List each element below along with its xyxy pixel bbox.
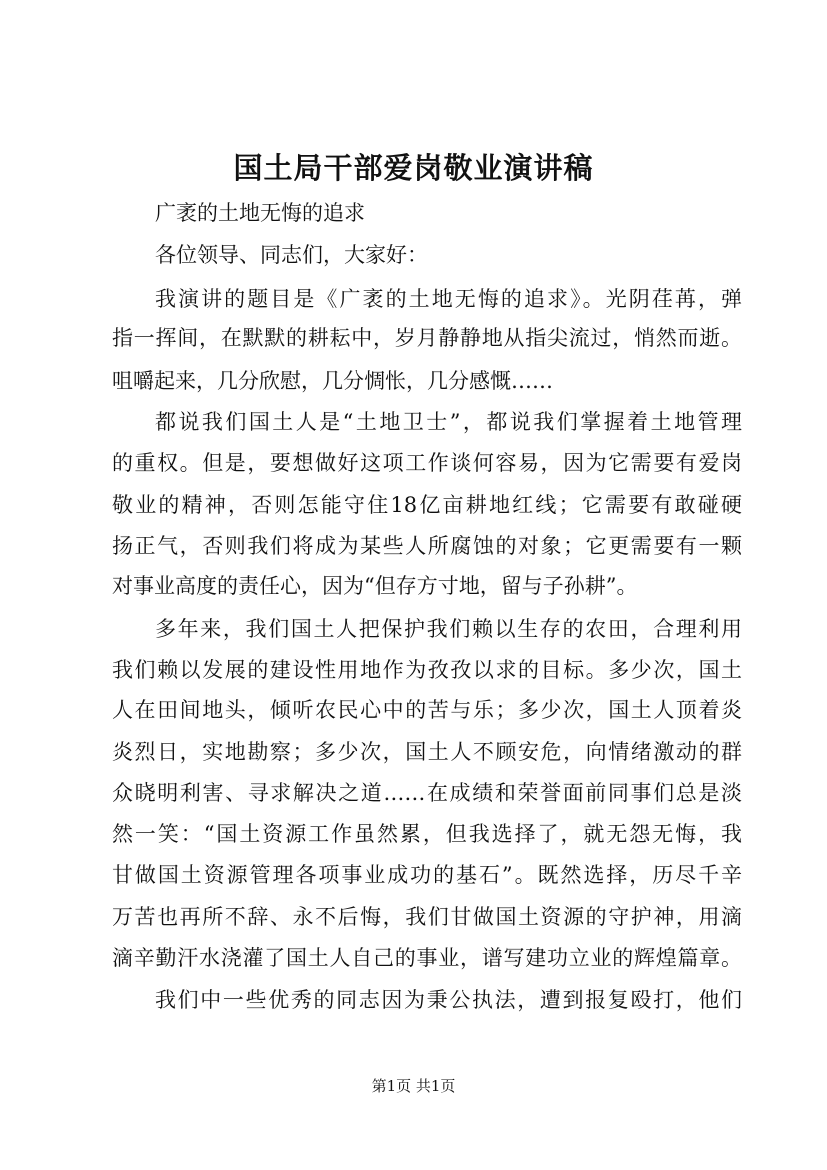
paragraph-line: 对事业高度的责任心，因为“但存方寸地，留与子孙耕”。 [112, 574, 638, 598]
paragraph-line: 滴辛勤汗水浇灌了国土人自己的事业，谱写建功立业的辉煌篇章。 [112, 946, 742, 970]
document-title: 国土局干部爱岗敬业演讲稿 [233, 151, 594, 185]
paragraph-line: 的重权。但是，要想做好这项工作谈何容易，因为它需要有爱岗 [112, 451, 742, 475]
paragraph-line: 炎烈日，实地勘察；多少次，国土人不顾安危，向情绪激动的群 [112, 740, 742, 764]
greeting-line: 各位领导、同志们，大家好： [155, 243, 428, 267]
paragraph-line: 然一笑：“国土资源工作虽然累，但我选择了，就无怨无悔，我 [112, 822, 742, 846]
paragraph-line: 多年来，我们国土人把保护我们赖以生存的农田，合理利用 [155, 617, 742, 641]
paragraph-line: 我们赖以发展的建设性用地作为孜孜以求的目标。多少次，国土 [112, 658, 742, 682]
subtitle-line: 广袤的土地无悔的追求 [155, 201, 365, 225]
paragraph-line: 敬业的精神，否则怎能守住18亿亩耕地红线；它需要有敢碰硬 [112, 493, 742, 517]
paragraph-line: 甘做国土资源管理各项事业成功的基石”。既然选择，历尽千辛 [112, 863, 742, 887]
paragraph-line: 都说我们国土人是“土地卫士”，都说我们掌握着土地管理 [155, 410, 742, 434]
paragraph-line: 我演讲的题目是《广袤的土地无悔的追求》。光阴荏苒，弹 [155, 287, 742, 311]
paragraph-line: 咀嚼起来，几分欣慰，几分惆怅，几分感慨…… [112, 369, 553, 393]
paragraph-line: 我们中一些优秀的同志因为秉公执法，遭到报复殴打，他们 [155, 988, 742, 1012]
paragraph-line: 扬正气，否则我们将成为某些人所腐蚀的对象；它更需要有一颗 [112, 534, 742, 558]
page-number-footer: 第1页 共1页 [371, 1077, 456, 1095]
paragraph-line: 万苦也再所不辞、永不后悔，我们甘做国土资源的守护神，用滴 [112, 905, 742, 929]
paragraph-line: 人在田间地头，倾听农民心中的苦与乐；多少次，国土人顶着炎 [112, 698, 742, 722]
paragraph-line: 指一挥间，在默默的耕耘中，岁月静静地从指尖流过，悄然而逝。 [112, 326, 742, 350]
paragraph-line: 众晓明利害、寻求解决之道……在成绩和荣誉面前同事们总是淡 [112, 781, 742, 805]
